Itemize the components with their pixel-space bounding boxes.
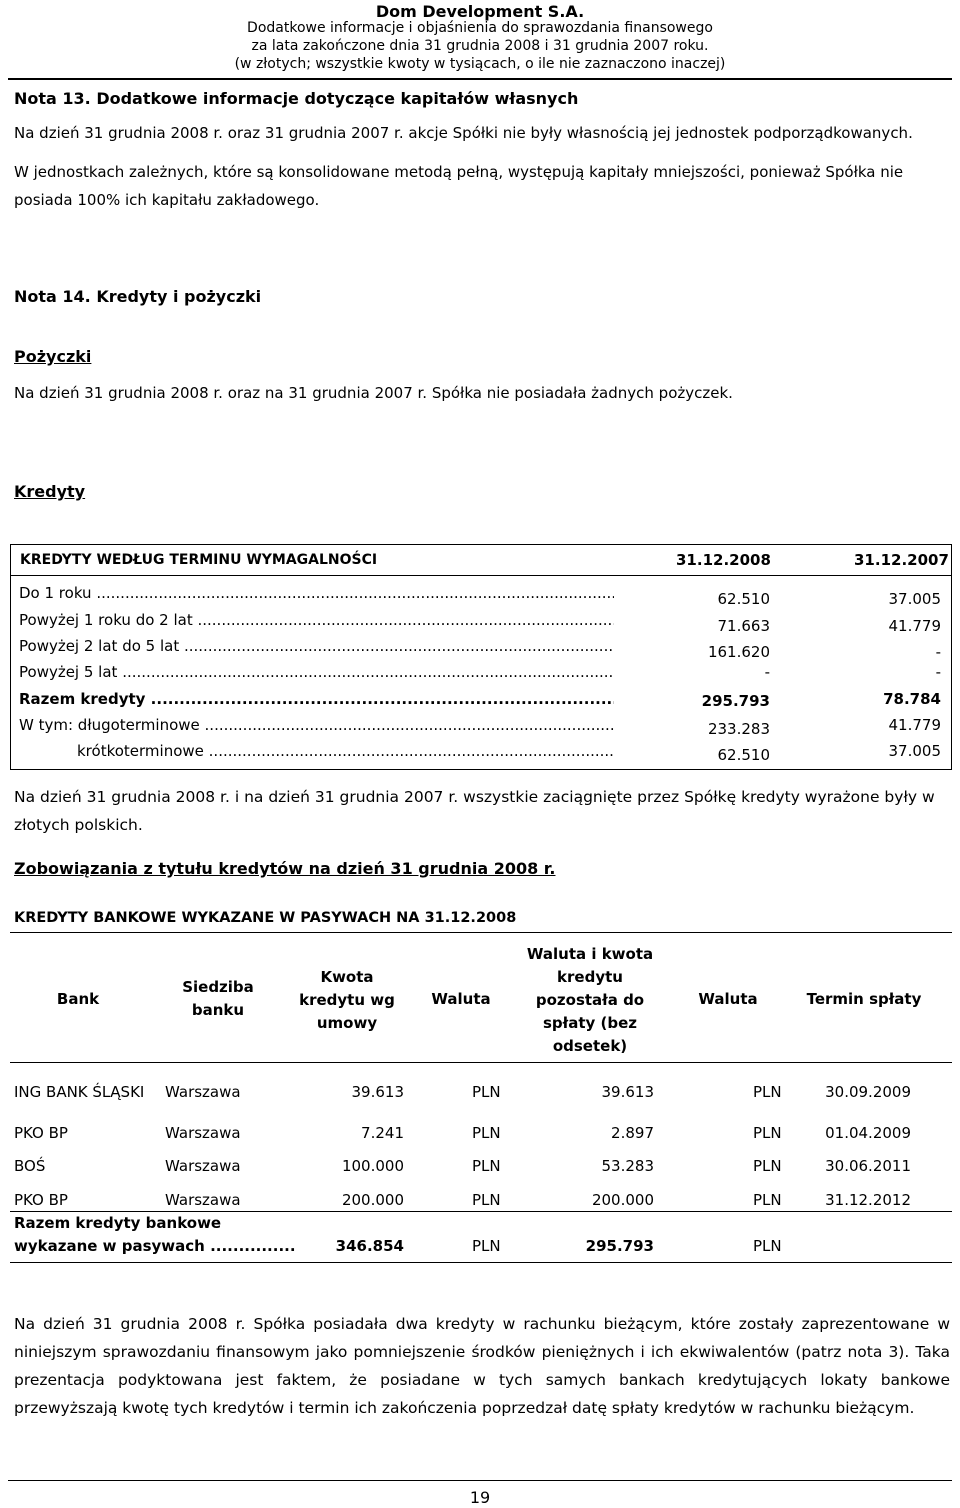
maturity-short-label: krótkoterminowe ..... [77, 742, 614, 760]
maturity-table-title: KREDYTY WEDŁUG TERMINU WYMAGALNOŚCI [20, 552, 378, 568]
bank-row-due: 30.09.2009 [825, 1083, 911, 1101]
maturity-total-2007: 78.784 [883, 690, 941, 708]
nota14-title: Nota 14. Kredyty i pożyczki [14, 287, 262, 306]
bank-row-remaining: 39.613 [601, 1083, 654, 1101]
nota13-para-2: W jednostkach zależnych, które są konsolidowane metodą pełną, występują kapitały mniejszości, ponieważ Spółka nie posiada 100% ich kapitału zakładowego. [14, 163, 904, 209]
bank-row-seat: Warszawa [165, 1124, 241, 1142]
bank-col-header: Kwota kredytu wg umowy [299, 968, 395, 1032]
bank-row-seat: Warszawa [165, 1157, 241, 1175]
maturity-row-2007: 37.005 [888, 590, 941, 608]
maturity-row-label: Powyżej 1 roku do 2 lat ..... [19, 611, 614, 629]
footer-rule [8, 1480, 952, 1481]
obligations-heading: Zobowiązania z tytułu kredytów na dzień 31 grudnia 2008 r. [14, 859, 556, 878]
maturity-col-2008: 31.12.2008 [676, 551, 771, 569]
final-paragraph: Na dzień 31 grudnia 2008 r. Spółka posiadała dwa kredyty w rachunku bieżącym, które zostały zaprezentowane w niniejszym sprawozdaniu finansowym jako pomniejszenie środków pieniężnych i ich ekwiwalentów (patrz nota 3). Taka prezentacja podyktowana jest faktem, że posiadane w tych samych bankach kredytujących lokaty bankowe przewyższają kwotę tych kredytów i termin ich zakończenia poprzedzał datę spłaty kredytów w rachunku bieżącym. [14, 1315, 950, 1417]
maturity-row-2008: - [764, 663, 770, 681]
maturity-row-label: Do 1 roku ..... [19, 584, 614, 602]
company-name: Dom Development S.A. [375, 2, 585, 21]
bank-col-header: Waluta [431, 990, 491, 1008]
header-line-3: (w złotych; wszystkie kwoty w tysiącach, o ile nie zaznaczono inaczej) [234, 56, 726, 72]
bank-row-remaining: 2.897 [611, 1124, 654, 1142]
bank-table-header-rule [10, 1062, 952, 1063]
maturity-col-2007: 31.12.2007 [854, 551, 949, 569]
maturity-total-label: Razem kredyty ..... [19, 690, 614, 708]
bank-table-total-rule [10, 1211, 952, 1212]
bank-col-header: Waluta i kwota kredytu pozostała do spłaty (bez odsetek) [526, 945, 654, 1055]
bank-row-amount: 39.613 [351, 1083, 404, 1101]
bank-total-amount: 346.854 [335, 1237, 404, 1255]
bank-row-cur1: PLN [472, 1191, 501, 1209]
bank-row-bank: PKO BP [14, 1124, 68, 1142]
maturity-row-2008: 71.663 [717, 617, 770, 635]
bank-total-cur2: PLN [753, 1237, 782, 1255]
currency-note: Na dzień 31 grudnia 2008 r. i na dzień 31 grudnia 2007 r. wszystkie zaciągnięte przez Spółkę kredyty wyrażone były w złotych polskich. [14, 788, 935, 834]
bank-total-remaining: 295.793 [585, 1237, 654, 1255]
bank-table-title: KREDYTY BANKOWE WYKAZANE W PASYWACH NA 31.12.2008 [14, 910, 517, 926]
maturity-row-2007: - [935, 663, 941, 681]
bank-row-cur1: PLN [472, 1124, 501, 1142]
maturity-table [10, 544, 952, 770]
bank-col-header: Siedziba banku [182, 978, 254, 1019]
bank-row-amount: 100.000 [341, 1157, 404, 1175]
bank-row-due: 31.12.2012 [825, 1191, 911, 1209]
bank-row-seat: Warszawa [165, 1191, 241, 1209]
bank-row-cur2: PLN [753, 1083, 782, 1101]
kredyty-heading: Kredyty [14, 482, 86, 501]
bank-row-bank: BOŚ [14, 1157, 46, 1175]
pozyczki-heading: Pożyczki [14, 347, 92, 366]
bank-table-top-rule [10, 932, 952, 933]
pozyczki-text: Na dzień 31 grudnia 2008 r. oraz na 31 grudnia 2007 r. Spółka nie posiadała żadnych pożyczek. [14, 384, 733, 402]
maturity-long-2007: 41.779 [888, 716, 941, 734]
header-rule [8, 78, 952, 80]
nota13-title: Nota 13. Dodatkowe informacje dotyczące kapitałów własnych [14, 89, 579, 108]
bank-row-remaining: 53.283 [601, 1157, 654, 1175]
bank-row-seat: Warszawa [165, 1083, 241, 1101]
maturity-row-2008: 62.510 [717, 590, 770, 608]
maturity-row-label: Powyżej 2 lat do 5 lat ..... [19, 637, 614, 655]
header-line-2: za lata zakończone dnia 31 grudnia 2008 i 31 grudnia 2007 roku. [251, 38, 709, 54]
bank-row-cur2: PLN [753, 1124, 782, 1142]
bank-col-header: Bank [56, 990, 100, 1008]
maturity-short-2008: 62.510 [717, 746, 770, 764]
maturity-row-label: Powyżej 5 lat ..... [19, 663, 614, 681]
page-number: 19 [469, 1488, 491, 1507]
bank-row-due: 01.04.2009 [825, 1124, 911, 1142]
maturity-long-2008: 233.283 [707, 720, 770, 738]
bank-row-cur1: PLN [472, 1083, 501, 1101]
maturity-total-2008: 295.793 [701, 692, 770, 710]
maturity-header-rule [10, 575, 952, 576]
bank-row-cur2: PLN [753, 1191, 782, 1209]
maturity-row-2007: - [935, 643, 941, 661]
nota13-para-1: Na dzień 31 grudnia 2008 r. oraz 31 grudnia 2007 r. akcje Spółki nie były własnością jej jednostek podporządkowanych. [14, 124, 913, 142]
bank-row-bank: PKO BP [14, 1191, 68, 1209]
header-line-1: Dodatkowe informacje i objaśnienia do sprawozdania finansowego [247, 20, 713, 36]
bank-total-label-1: Razem kredyty bankowe [14, 1214, 222, 1232]
bank-row-due: 30.06.2011 [825, 1157, 911, 1175]
maturity-row-2008: 161.620 [707, 643, 770, 661]
maturity-short-2007: 37.005 [888, 742, 941, 760]
bank-row-cur2: PLN [753, 1157, 782, 1175]
maturity-long-label: W tym: długoterminowe ..... [19, 716, 614, 734]
bank-col-header: Waluta [698, 990, 758, 1008]
bank-row-amount: 200.000 [341, 1191, 404, 1209]
bank-row-amount: 7.241 [361, 1124, 404, 1142]
bank-total-label-2: wykazane w pasywach ............... [14, 1237, 296, 1255]
bank-row-remaining: 200.000 [591, 1191, 654, 1209]
bank-row-bank: ING BANK ŚLĄSKI [14, 1083, 145, 1101]
bank-table-bottom-rule [10, 1262, 952, 1263]
bank-total-cur1: PLN [472, 1237, 501, 1255]
bank-col-header: Termin spłaty [806, 990, 922, 1008]
maturity-row-2007: 41.779 [888, 617, 941, 635]
bank-row-cur1: PLN [472, 1157, 501, 1175]
